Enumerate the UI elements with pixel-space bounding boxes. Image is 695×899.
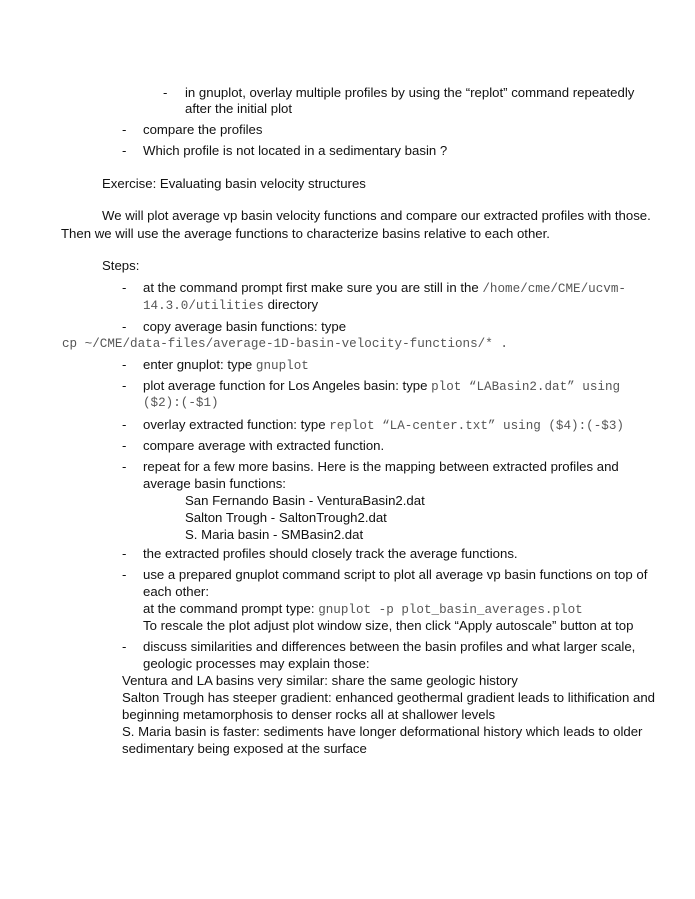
list-bullet: - (122, 546, 127, 561)
step-script-line2: each other: (143, 584, 209, 599)
list-bullet: - (122, 319, 127, 334)
mapping-item: S. Maria basin - SMBasin2.dat (185, 527, 364, 542)
step-enter-gnuplot (143, 357, 309, 374)
step-text: at the command prompt first make sure you are still in the (143, 280, 483, 295)
answer-line: S. Maria basin is faster: sediments have longer deformational history which leads to older (122, 724, 643, 739)
mapping-item: San Fernando Basin - VenturaBasin2.dat (185, 493, 425, 508)
code-replot: replot “LA-center.txt” using ($4):(-$3) (329, 419, 624, 433)
exercise-intro-line2: Then we will use the average functions to characterize basins relative to each other. (61, 226, 550, 241)
step-script-line1: use a prepared gnuplot command script to plot all average vp basin functions on top of (143, 567, 648, 582)
list-bullet: - (163, 85, 168, 100)
step-track: the extracted profiles should closely track the average functions. (143, 546, 518, 561)
step-rescale: To rescale the plot adjust plot window size, then click “Apply autoscale” button at top (143, 618, 634, 633)
list-bullet: - (122, 280, 127, 295)
answer-line: Salton Trough has steeper gradient: enhanced geothermal gradient leads to lithification and (122, 690, 655, 705)
step-text: directory (263, 297, 319, 312)
step-copy-functions: copy average basin functions: type (143, 319, 347, 334)
step-overlay-extracted (143, 417, 624, 434)
exercise-intro-line1: We will plot average vp basin velocity functions and compare our extracted profiles with those. (102, 208, 651, 223)
list-bullet: - (122, 122, 127, 137)
code-gnuplot: gnuplot (255, 359, 309, 373)
answer-line: Ventura and LA basins very similar: share the same geologic history (122, 673, 518, 688)
step-text: overlay extracted function: type (143, 417, 330, 432)
step-discuss-line1: discuss similarities and differences between the basin profiles and what larger scale, (143, 639, 636, 654)
list-bullet: - (122, 567, 127, 582)
code-plot-script: gnuplot -p plot_basin_averages.plot (318, 603, 583, 617)
code-path-cont: 14.3.0/utilities (143, 299, 264, 313)
step-repeat-line2: average basin functions: (143, 476, 286, 491)
step-repeat-line1: repeat for a few more basins. Here is the mapping between extracted profiles and (143, 459, 619, 474)
list-item-compare-profiles: compare the profiles (143, 122, 263, 137)
step-discuss-line2: geologic processes may explain those: (143, 656, 370, 671)
list-item-question: Which profile is not located in a sedimentary basin ? (143, 143, 448, 158)
list-bullet: - (122, 143, 127, 158)
step-plot-la (143, 378, 620, 395)
step-text: plot average function for Los Angeles basin: type (143, 378, 432, 393)
answer-line: beginning metamorphosis to denser rocks all at shallower levels (122, 707, 496, 722)
step-script-prompt (143, 601, 583, 618)
sub-item-line2: after the initial plot (185, 101, 293, 116)
code-plot-la-cont: ($2):(-$1) (143, 396, 219, 410)
steps-label: Steps: (102, 258, 140, 273)
sub-item-line1: in gnuplot, overlay multiple profiles by using the “replot” command repeatedly (185, 85, 635, 100)
list-bullet: - (122, 357, 127, 372)
list-bullet: - (122, 378, 127, 393)
code-copy-command: cp ~/CME/data-files/average-1D-basin-velocity-functions/* . (62, 337, 508, 351)
exercise-title: Exercise: Evaluating basin velocity structures (102, 176, 366, 191)
step-cd-directory (143, 280, 626, 297)
list-bullet: - (122, 639, 127, 654)
code-plot-la: plot “LABasin2.dat” using (431, 380, 621, 394)
mapping-item: Salton Trough - SaltonTrough2.dat (185, 510, 387, 525)
list-bullet: - (122, 459, 127, 474)
step-cd-directory-cont (143, 297, 318, 314)
step-text: enter gnuplot: type (143, 357, 256, 372)
list-bullet: - (122, 417, 127, 432)
step-compare: compare average with extracted function. (143, 438, 385, 453)
code-path: /home/cme/CME/ucvm- (482, 282, 626, 296)
answer-line: sedimentary being exposed at the surface (122, 741, 367, 756)
step-text: at the command prompt type: (143, 601, 319, 616)
list-bullet: - (122, 438, 127, 453)
